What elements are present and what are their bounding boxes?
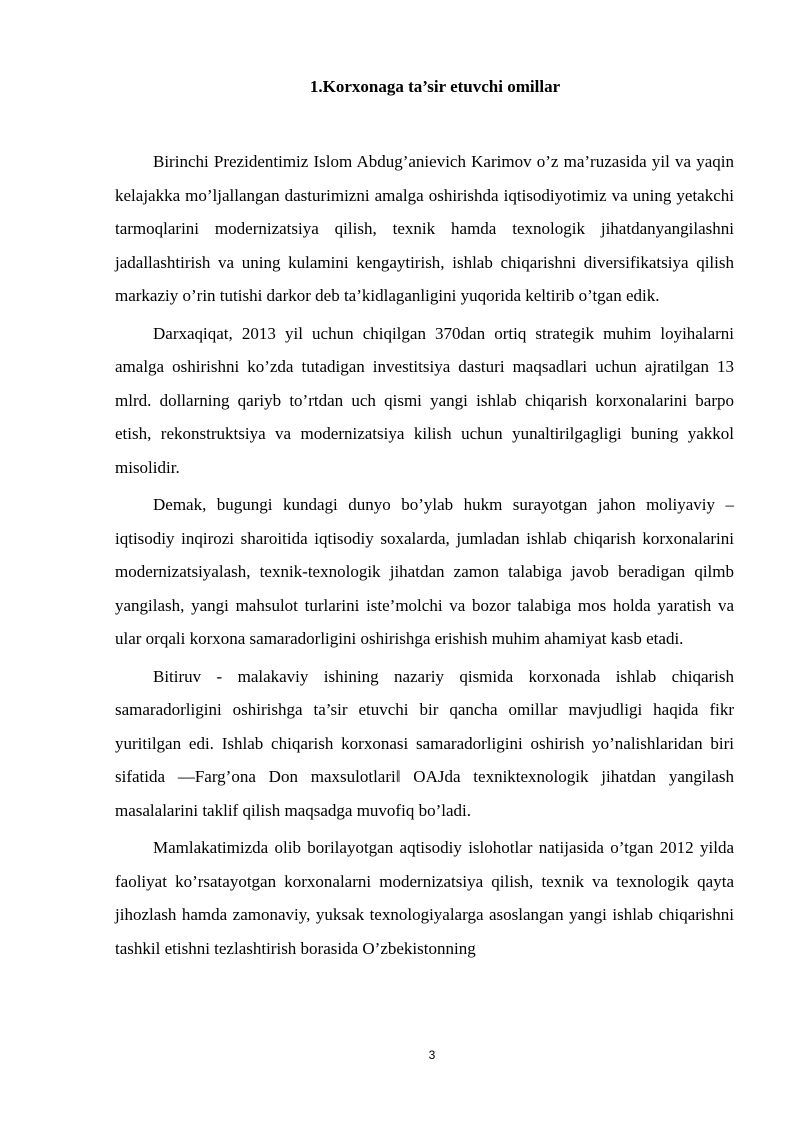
section-title: 1.Korxonaga ta’sir etuvchi omillar	[309, 77, 561, 96]
paragraph-2: Darxaqiqat, 2013 yil uchun chiqilgan 370dan ortiq strategik muhim loyihalarni amalga oshirishni ko’zda tutadigan investitsiya dasturi maqsadlari uchun ajratilgan 13 mlrd. dollarning qariyb to’rtdan uch qismi yangi ishlab chiqarish korxonalarini barpo etish, rekonstruktsiya va modernizatsiya kilish uchun yunaltirilgagligi buning yakkol misolidir.	[115, 323, 734, 477]
paragraph-1: Birinchi Prezidentimiz Islom Abdug’anievich Karimov o’z ma’ruzasida yil va yaqin kelajakka mo’ljallangan dasturimizni amalga oshirishda iqtisodiyotimiz va uning yetakchi tarmoqlarini modernizatsiya qilish, texnik hamda texnologik jihatdanyangilashni jadallashtirish va uning kulamini kengaytirish, ishlab chiqarishni diversifikatsiya qilish markaziy o’rin tutishi darkor deb ta’kidlaganligini yuqorida keltirib o’tgan edik.	[115, 152, 734, 305]
paragraph-4: Bitiruv - malakaviy ishining nazariy qismida korxonada ishlab chiqarish samaradorligini oshirishga ta’sir etuvchi bir qancha omillar mavjudligi haqida fikr yuritilgan edi. Ishlab chiqarish korxonasi samaradorligini oshirish yo’nalishlaridan biri sifatida ―Farg’ona Don maxsulotlari‖ OAJda texniktexnologik jihatdan yangilash masalalarini taklif qilish maqsadga muvofiq bo’ladi.	[115, 666, 734, 820]
paragraph-5: Mamlakatimizda olib borilayotgan aqtisodiy islohotlar natijasida o’tgan 2012 yilda faoliyat ko’rsatayotgan korxonalarni modernizatsiya qilish, texnik va texnologik qayta jihozlash hamda zamonaviy, yuksak texnologiyalarga asoslangan yangi ishlab chiqarishni tashkil etishni tezlashtirish borasida O’zbekistonning	[115, 838, 734, 958]
body-text	[115, 145, 734, 965]
page-number: 3	[428, 1048, 436, 1062]
paragraph-3: Demak, bugungi kundagi dunyo bo’ylab hukm surayotgan jahon moliyaviy – iqtisodiy inqirozi sharoitida iqtisodiy soxalarda, jumladan ishlab chiqarish korxonalarini modernizatsiyalash, texnik-texnologik jihatdan zamon talabiga javob beradigan qilmb yangilash, yangi mahsulot turlarini iste’molchi va bozor talabiga mos holda yaratish va ular orqali korxona samaradorligini oshirishga erishish muhim ahamiyat kasb etadi.	[115, 495, 734, 648]
